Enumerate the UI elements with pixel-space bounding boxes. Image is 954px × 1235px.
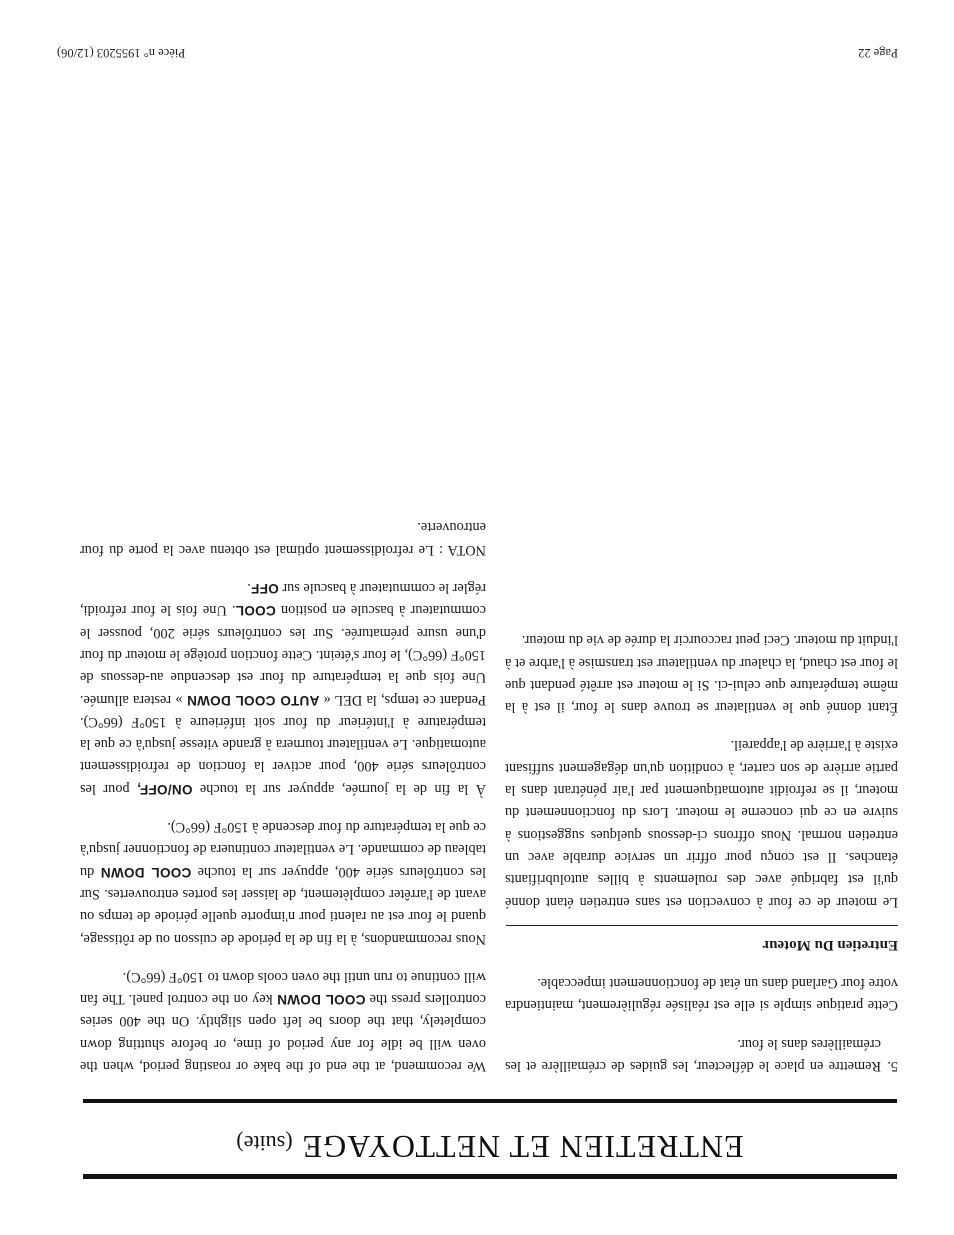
text-run: Nous recommandons, à la fin de la période de cuisson ou de rôtissage, quand le four est au ralenti pour n'importe quelle période de temps ou avant de l'arrêter complètement, de laisser les portes entrouvertes. Sur les contrôleurs série 400, appuyer sur la touche [80,863,486,947]
key-on-off: ON/OFF, [137,781,193,797]
paragraph-motor-2: Étant donné que le ventilateur se trouve dans le four, il est à la même température que celui-ci. Si le moteur est arrêté pendant que le four est chaud, la chaleur du ventilateur est transmise à l'arbre et à l'induit du moteur. Ceci peut raccourcir la durée de vie du moteur. [505,632,898,716]
text-run: pour les contrôleurs série 400, pour activer la fonction de refroidissement automatique. Le ventilateur tournera à grande vitesse jusqu'à ce que la température à l'intérieur du four soit inférieure à 150°F (66°C). Pendant ce temps, la DEL « [80,691,486,797]
header-rule-bottom [83,1099,897,1103]
right-column [80,500,486,1077]
paragraph-french-2 [80,577,486,800]
paragraph-french-1 [80,816,486,950]
step-number: 5. [887,1058,898,1074]
key-cool-down: COOL DOWN [276,992,366,1008]
section-divider [506,925,898,926]
paragraph-motor-1: Le moteur de ce four à convection est sans entretien étant donné qu'il est fabriqué avec des roulements à billes autolubrifiants étanches. Il est conçu pour offrir un service durable avec un entretien normal. Nous offrons ci-dessous quelques suggestions à suivre en ce qui concerne le moteur. Lors du fonctionnement du moteur, il se refroidit automatiquement par l'air pénétrant dans la partie arrière de son carter, à condition qu'un dégagement suffisant existe à l'arrière de l'appareil. [505,737,898,910]
key-cool-down: COOL DOWN [100,864,192,880]
paragraph-nota: NOTA : Le refroidissement optimal est obtenu avec la porte du four entrouverte. [80,519,486,558]
step-text: Remettre en place le déflecteur, les guides de crémaillère et les crémaillères dans le four. [505,1035,881,1074]
header-rule-top [83,1174,897,1179]
section-heading-motor: Entretien Du Moteur [762,936,898,953]
text-run: À la fin de la journée, appuyer sur la touche [199,780,486,797]
key-auto-cool-down: AUTO COOL DOWN [186,692,320,708]
step-5 [505,1032,898,1077]
paragraph-english [80,966,486,1077]
text-run: du tableau de commande. Le ventilateur continuera de fonctionner jusqu'à ce que la température du four descende à 150°F (66°C). [79,819,486,880]
paragraph-maintenance: Cette pratique simple si elle est réalisée régulièrement, maintiendra votre four Garland dans un état de fonctionnement impeccable. [505,975,898,1014]
footer-part-number: Pièce n° 1955203 (12/06) [57,46,186,60]
left-column [505,613,898,1077]
text-run: » restera allumée. Une fois que la température du four est descendue au-dessous de 150°F (66°C), le four s'éteint. Cette fonction protège le moteur du four d'une usure prématurée. Sur les contrôleurs série 200, pousser le commutateur à bascule en position [79,602,486,708]
footer-page-number: Page 22 [858,46,898,60]
page-title-main: ENTRETIEN ET NETTOYAGE [301,1129,744,1165]
text-run: . [247,580,251,597]
key-off: OFF [250,581,279,597]
page-title [83,1128,897,1165]
key-cool: COOL [235,603,276,619]
text-run: key on the control panel. The fan will continue to run until the oven cools down to 150°F (66°C). [79,968,486,1008]
text-run: We recommend, at the end of the bake or roasting period, when the oven will be idle for any period of time, or before shutting down completely, that the doors be left open slightly. On the 400 series controllers press the [80,991,486,1074]
text-run: . Une fois le four refroidi, régler le commutateur à bascule sur [80,580,486,619]
page-title-suffix: (suite) [236,1131,293,1156]
